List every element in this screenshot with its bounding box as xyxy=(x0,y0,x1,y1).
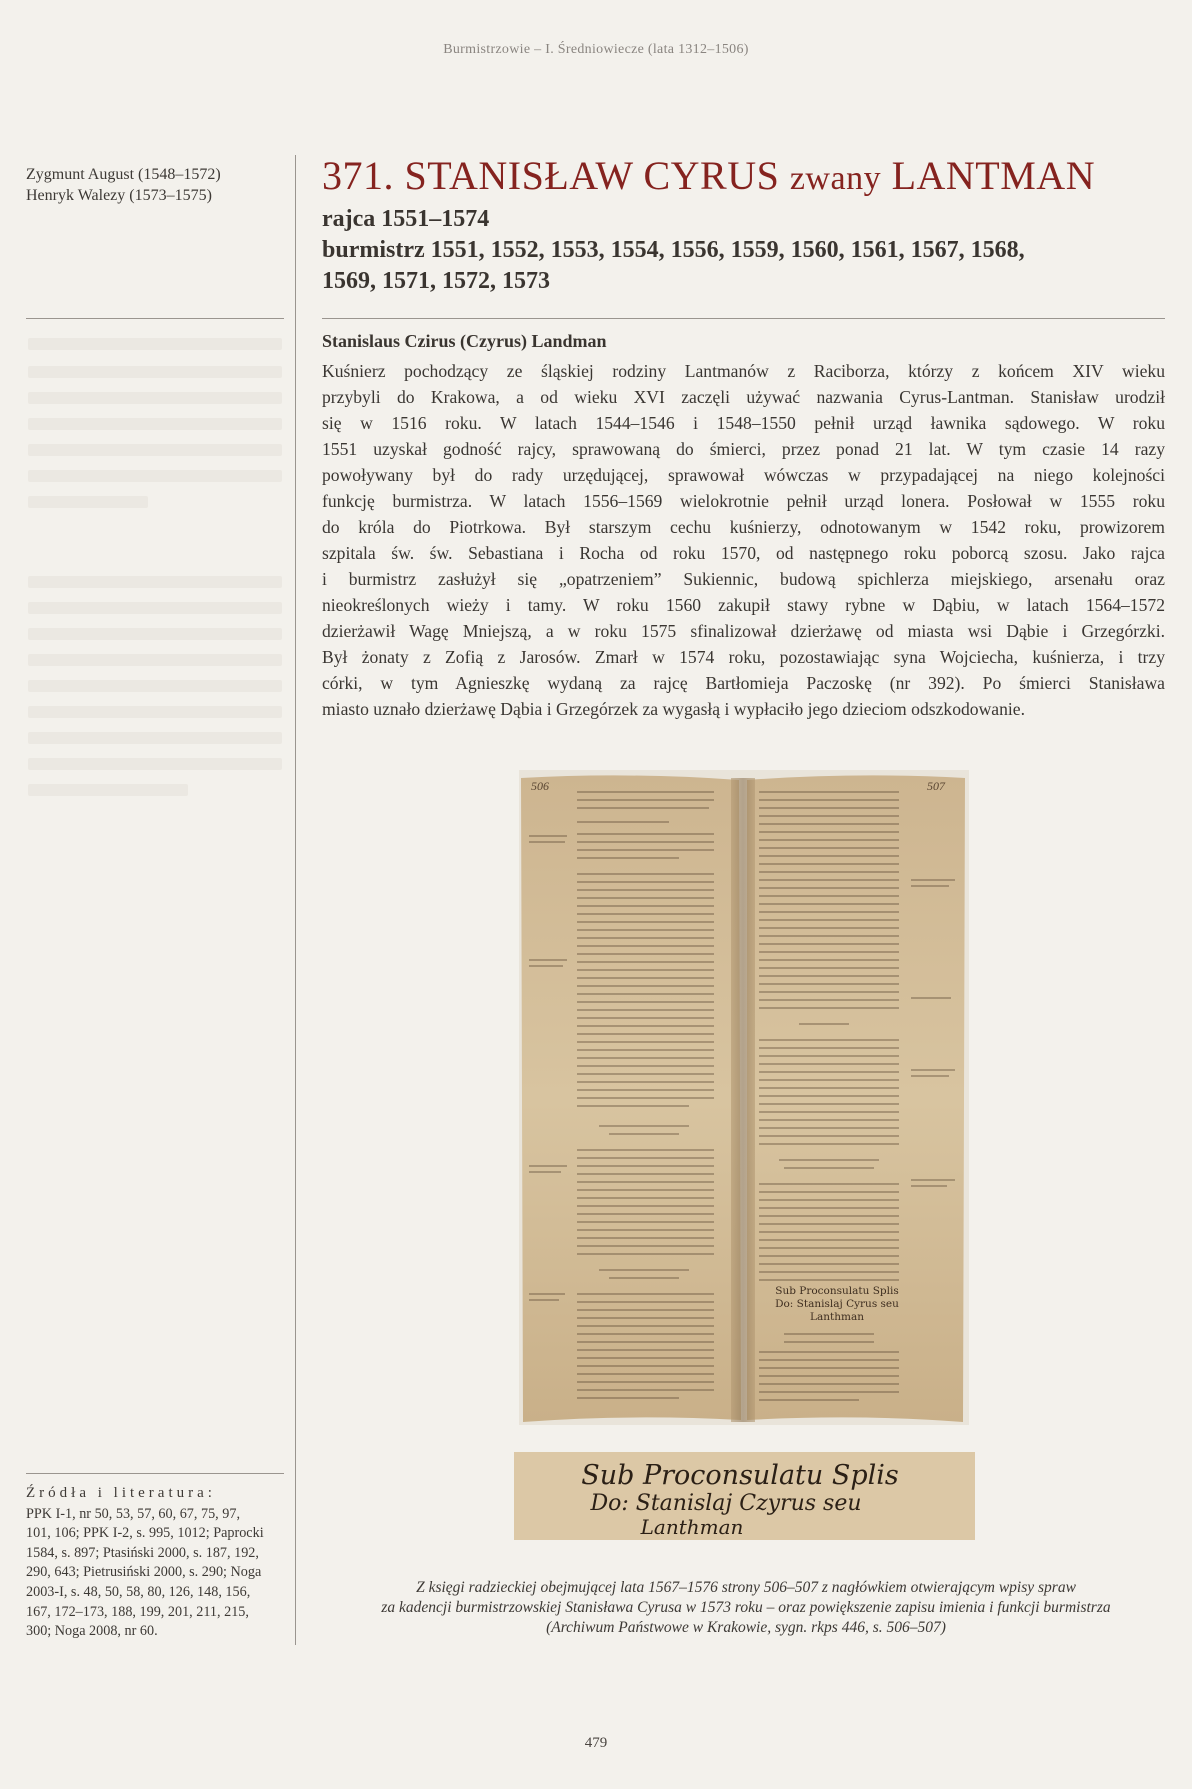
manuscript-page-506: 506 xyxy=(531,779,549,793)
caption-line: Z księgi radzieckiej obejmującej lata 1567–1576 strony 506–507 z nagłówkiem otwierającym wpisy spraw xyxy=(416,1579,1076,1596)
manuscript-heading-line: Sub Proconsulatu Splis xyxy=(775,1285,899,1297)
manuscript-photo xyxy=(519,770,969,1425)
manuscript-page-507: 507 xyxy=(927,779,945,793)
zoom-line: Lanthman xyxy=(640,1515,744,1539)
entry-alias: LANTMAN xyxy=(891,153,1096,198)
entry-roles xyxy=(322,204,1172,297)
bio-line: funkcję burmistrza. W latach 1556–1569 wielokrotnie pełnił urząd lonera. Posłował w 1555 roku xyxy=(322,491,1165,511)
bio-line: Był żonaty z Zofią z Jarosów. Zmarł w 1574 roku, pozostawiając syna Wojciecha, kuśnierza, i trzy xyxy=(322,647,1165,667)
running-header: Burmistrzowie – I. Średniowiecze (lata 1312–1506) xyxy=(443,42,749,57)
sidebar-rulers xyxy=(26,164,284,206)
sources-heading: Źródła i literatura: xyxy=(26,1485,216,1501)
column-divider xyxy=(295,155,296,1645)
sources-line: 101, 106; PPK I-2, s. 995, 1012; Paprocki xyxy=(26,1525,264,1542)
manuscript-heading-line: Do: Stanislaj Cyrus seu xyxy=(775,1298,899,1310)
entry-number: 371. xyxy=(322,153,394,198)
sidebar-bottom-rule xyxy=(26,1473,284,1474)
role-line: burmistrz 1551, 1552, 1553, 1554, 1556, 1559, 1560, 1561, 1567, 1568, xyxy=(322,237,1025,263)
role-line: rajca 1551–1574 xyxy=(322,206,490,232)
ruler-line: Zygmunt August (1548–1572) xyxy=(26,166,221,183)
bio-line: powoływany był do rady urzędującej, sprawował wówczas w przypadającej na niego kolejności xyxy=(322,465,1165,485)
bio-line: do króla do Piotrkowa. Był starszym cechu kuśnierzy, odnotowanym w 1542 roku, prowizorem xyxy=(322,517,1165,537)
caption-line: (Archiwum Państwowe w Krakowie, sygn. rkps 446, s. 506–507) xyxy=(546,1619,946,1636)
caption-line: za kadencji burmistrzowskiej Stanisława Cyrusa w 1573 roku – oraz powiększenie zapisu imienia i funkcji burmistrza xyxy=(381,1599,1111,1616)
sources-line: 300; Noga 2008, nr 60. xyxy=(26,1623,158,1640)
manuscript-left-page xyxy=(521,775,741,1422)
sources-line: 167, 172–173, 188, 199, 201, 211, 215, xyxy=(26,1603,249,1620)
role-line: 1569, 1571, 1572, 1573 xyxy=(322,268,550,294)
sources-line: PPK I-1, nr 50, 53, 57, 60, 67, 75, 97, xyxy=(26,1505,240,1522)
entry-connector: zwany xyxy=(789,160,882,197)
bio-line: 1551 uzyskał godność rajcy, sprawowaną do śmierci, przez ponad 21 lat. W tym czasie 14 razy xyxy=(322,439,1165,459)
bio-line: miasto uznało dzierżawę Dąbia i Grzegórzek za wygasłą i wypłaciło jego dzieciom odszkodowanie. xyxy=(322,699,1025,719)
zoom-line: Sub Proconsulatu Splis xyxy=(581,1460,899,1491)
zoom-line: Do: Stanislaj Czyrus seu xyxy=(590,1491,862,1516)
biography xyxy=(322,358,1165,722)
bio-line: szpitala św. św. Sebastiana i Rocha od roku 1570, od następnego roku poborcą szosu. Jako rajca xyxy=(322,543,1165,563)
bio-line: Kuśnierz pochodzący ze śląskiej rodziny Lantmanów z Raciborza, którzy z końcem XIV wieku xyxy=(322,361,1165,381)
entry-title xyxy=(322,152,1172,199)
title-rule xyxy=(322,318,1165,319)
sources-block xyxy=(26,1484,288,1642)
ruler-line: Henryk Walezy (1573–1575) xyxy=(26,187,212,204)
figure-caption xyxy=(336,1578,1156,1638)
bio-line: córki, w tym Agnieszkę wydaną za rajcę Bartłomieja Paczoskę (nr 392). Po śmierci Stanisława xyxy=(322,673,1165,693)
latin-name: Stanislaus Czirus (Czyrus) Landman xyxy=(322,331,607,351)
sources-line: 1584, s. 897; Ptasiński 2000, s. 187, 192, xyxy=(26,1544,259,1561)
sources-line: 290, 643; Pietrusiński 2000, s. 290; Noga xyxy=(26,1564,262,1581)
manuscript-heading-line: Lanthman xyxy=(810,1311,864,1323)
sidebar-top-rule xyxy=(26,318,284,319)
page-number: 479 xyxy=(584,1735,608,1751)
sources-line: 2003-I, s. 48, 50, 58, 80, 126, 148, 156, xyxy=(26,1583,251,1600)
manuscript-zoom-detail xyxy=(514,1452,975,1540)
bio-line: nieokreślonych wieży i tamy. W roku 1560 zakupił stawy rybne w Dąbiu, w latach 1564–1572 xyxy=(322,595,1165,615)
bio-line: się w 1516 roku. W latach 1544–1546 i 1548–1550 pełnił urząd ławnika sądowego. W roku xyxy=(322,413,1165,433)
entry-name: STANISŁAW CYRUS xyxy=(404,153,780,198)
bio-line: przybyli do Krakowa, a od wieku XVI zaczęli używać nazwania Cyrus-Lantman. Stanisław urodził xyxy=(322,387,1165,407)
bio-line: i burmistrz zasłużył się „opatrzeniem” Sukiennic, budową spichlerza miejskiego, arsenału oraz xyxy=(322,569,1165,589)
bio-line: dzierżawił Wagę Mniejszą, a w roku 1575 sfinalizował dzierżawę od miasta wsi Dąbie i Grzegórzki. xyxy=(322,621,1165,641)
